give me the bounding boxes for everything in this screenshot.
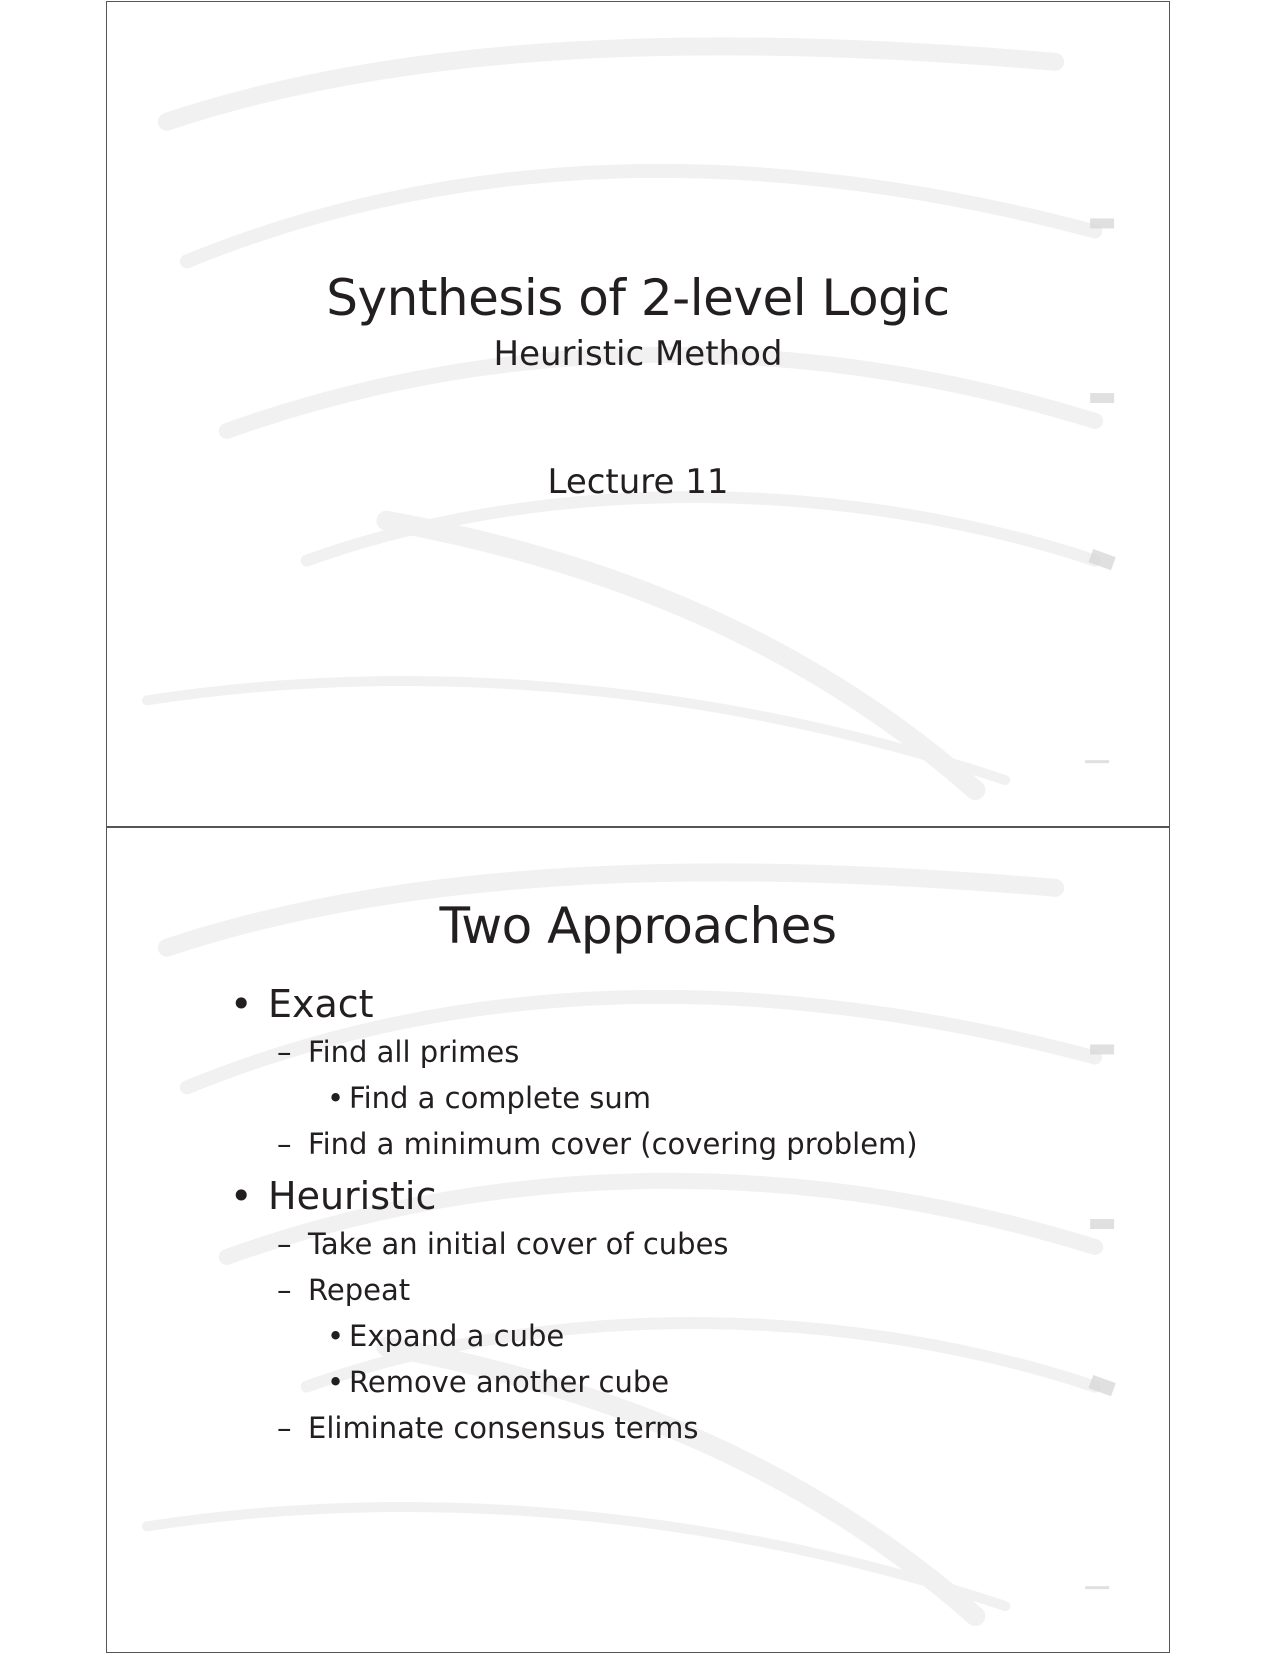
slide-two-approaches xyxy=(106,827,1170,1653)
bullet-marker: • xyxy=(230,1174,253,1218)
bullet-item xyxy=(230,982,374,1026)
bullet-marker: • xyxy=(230,982,253,1026)
slide-title xyxy=(106,1,1170,827)
bullet-item xyxy=(277,1272,410,1308)
bullet-marker: • xyxy=(327,1081,345,1115)
bullet-marker: – xyxy=(277,1035,292,1069)
bullet-marker: – xyxy=(277,1227,292,1261)
bullet-text: Find a complete sum xyxy=(349,1081,652,1115)
bullet-text: Eliminate consensus terms xyxy=(308,1411,699,1445)
bullet-text: Repeat xyxy=(308,1273,411,1307)
background-swoosh-graphic xyxy=(107,2,1169,826)
bullet-text: Find a minimum cover (covering problem) xyxy=(308,1127,918,1161)
bullet-marker: – xyxy=(277,1127,292,1161)
slide-1-subtitle: Heuristic Method xyxy=(493,334,783,374)
bullet-item xyxy=(277,1034,519,1070)
bullet-item xyxy=(277,1410,699,1446)
bullet-text: Remove another cube xyxy=(349,1365,670,1399)
bullet-text: Take an initial cover of cubes xyxy=(308,1227,729,1261)
bullet-text: Find all primes xyxy=(308,1035,520,1069)
bullet-item xyxy=(277,1126,918,1162)
slide-1-lecture-number: Lecture 11 xyxy=(547,462,729,502)
edge-marks xyxy=(1085,1044,1116,1589)
bullet-item xyxy=(230,1174,436,1218)
bullet-text: Expand a cube xyxy=(349,1319,565,1353)
bullet-item xyxy=(327,1318,564,1354)
bullet-item xyxy=(327,1364,669,1400)
bullet-marker: • xyxy=(327,1319,345,1353)
bullet-marker: – xyxy=(277,1411,292,1445)
bullet-item xyxy=(277,1226,729,1262)
bullet-text: Heuristic xyxy=(268,1174,437,1218)
bullet-item xyxy=(327,1080,651,1116)
bullet-marker: • xyxy=(327,1365,345,1399)
bullet-marker: – xyxy=(277,1273,292,1307)
slide-2-title: Two Approaches xyxy=(439,897,837,955)
slide-1-title: Synthesis of 2-level Logic xyxy=(326,269,950,327)
bullet-text: Exact xyxy=(268,982,374,1026)
